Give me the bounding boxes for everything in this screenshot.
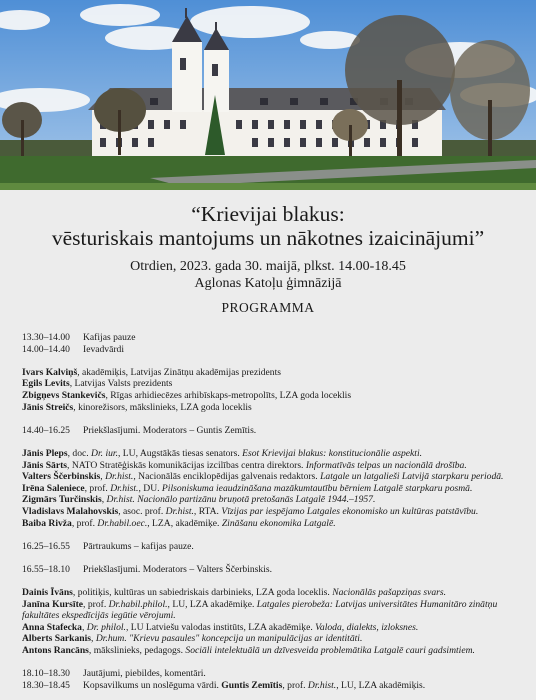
speaker-name: Antons Rancāns xyxy=(22,645,89,657)
schedule-item xyxy=(22,564,514,576)
talk-topic: Nacionālās pašapziņas svars. xyxy=(332,587,446,599)
schedule-text: Ievadvārdi xyxy=(83,343,125,355)
speaker-role: , mākslinieks, pedagogs. xyxy=(88,645,186,657)
schedule-time: 16.25–16.55 xyxy=(22,540,70,552)
speaker-name: Zbigņevs Stankevičs xyxy=(22,389,106,401)
schedule-time: 14.40–16.25 xyxy=(22,424,70,436)
speaker-name: Dainis Īvāns xyxy=(22,587,73,599)
talk-topic: Vīzijas par iespējamo Latgales ekonomisko un kultūras patstāvību. xyxy=(221,505,479,517)
talk-entry xyxy=(22,494,514,506)
speaker-affiliation: , DU. xyxy=(138,482,162,494)
speaker-role: , akadēmiķis, Latvijas Zinātņu akadēmijas prezidents xyxy=(77,366,281,378)
speaker-role: , politiķis, kultūras un sabiedriskais darbinieks, LZA goda loceklis. xyxy=(72,587,333,599)
speaker-name: Valters Ščerbinskis xyxy=(22,471,101,483)
speaker-role: , doc. xyxy=(67,447,92,459)
schedule-item xyxy=(22,425,514,437)
schedule-text: Priekšlasījumi. Moderators – Guntis Zemītis. xyxy=(83,424,257,436)
event-title xyxy=(22,202,514,250)
speaker-role: , NATO Stratēģiskās komunikācijas izcilības centra direktors. xyxy=(67,459,306,471)
speaker-name: Jānis Pleps xyxy=(22,447,68,459)
speaker-role: , prof. xyxy=(71,517,98,529)
talk-entry xyxy=(22,587,514,599)
welcome-speaker xyxy=(22,367,514,379)
welcome-speaker xyxy=(22,390,514,402)
speaker-role: , Latvijas Valsts prezidents xyxy=(69,378,173,390)
speaker-affiliation: , LU, LZA akadēmiķis. xyxy=(336,679,426,691)
schedule-time: 16.55–18.10 xyxy=(22,563,70,575)
schedule-item xyxy=(22,344,514,356)
talk-entry xyxy=(22,633,514,645)
speaker-affiliation: , LZA, akadēmiķe. xyxy=(147,517,222,529)
talk-entry xyxy=(22,518,514,530)
schedule-item xyxy=(22,541,514,553)
speaker-role: , xyxy=(100,471,106,483)
schedule-item xyxy=(22,668,514,680)
schedule-item xyxy=(22,332,514,344)
talk-topic: Informatīvās telpas un nacionālā drošība. xyxy=(305,459,467,471)
speaker-name: Jānis Streičs xyxy=(22,401,74,413)
speaker-degree: Dr.hist. xyxy=(105,471,134,483)
speaker-role: , asoc. prof. xyxy=(118,505,166,517)
program-content xyxy=(0,202,536,691)
speaker-name: Jānis Sārts xyxy=(22,459,68,471)
speaker-affiliation: , LU, LZA akadēmiķe. xyxy=(167,598,257,610)
talk-topic: "Krievu pasaules" koncepcija un manipulācijas ar identitāti. xyxy=(129,633,363,645)
closing-text: Kopsavilkums un noslēguma vārdi. xyxy=(83,679,222,691)
talk-entry xyxy=(22,471,514,483)
header-photo-aglona-basilica xyxy=(0,0,536,190)
title-line-2: vēsturiskais mantojums un nākotnes izaicinājumi” xyxy=(51,226,485,250)
title-line-1: “Krievijai blakus: xyxy=(191,202,345,226)
talk-entry xyxy=(22,599,514,622)
program-schedule xyxy=(22,332,514,691)
schedule-text: Kafijas pauze xyxy=(83,332,136,343)
speaker-degree: Dr.habil.oec. xyxy=(97,517,148,529)
speaker-name: Baiba Rivža xyxy=(22,517,72,529)
talk-entry xyxy=(22,645,514,657)
speaker-affiliation: , RTA. xyxy=(193,505,222,517)
speaker-degree: Dr.hist. xyxy=(307,679,337,691)
welcome-speaker xyxy=(22,378,514,390)
speaker-degree: Dr. philol. xyxy=(86,621,126,633)
speaker-name: Ivars Kalviņš xyxy=(22,366,78,378)
welcome-speaker xyxy=(22,402,514,414)
schedule-text xyxy=(83,680,425,692)
talk-entry xyxy=(22,460,514,472)
speaker-role: , kinorežisors, mākslinieks, LZA goda loceklis xyxy=(73,401,252,413)
schedule-item xyxy=(22,680,514,692)
schedule-time: 13.30–14.00 xyxy=(22,332,70,343)
speaker-degree: Dr.hist. xyxy=(106,494,135,506)
talk-topic: Sociāli intelektuālā un dzīvesveida problemātika Latgalē cauri gadsimtiem. xyxy=(185,645,475,657)
schedule-text: Priekšlasījumi. Moderators – Valters Ščerbinskis. xyxy=(83,563,273,575)
speaker-role: , xyxy=(81,621,87,633)
talk-topic: Latgale un latgalieši Latvijā starpkaru periodā. xyxy=(320,471,504,483)
schedule-text: Pārtraukums – kafijas pauze. xyxy=(83,540,194,552)
speaker-name: Guntis Zemītis xyxy=(221,679,283,691)
speaker-name: Egils Levits xyxy=(22,378,70,390)
speaker-role: , prof. xyxy=(282,679,308,691)
speaker-name: Irēna Saleniece xyxy=(22,482,85,494)
schedule-time: 18.30–18.45 xyxy=(22,679,70,691)
speaker-affiliation: , Nacionālās enciklopēdijas galvenais redaktors. xyxy=(133,471,321,483)
talk-topic: Zināšanu ekonomika Latgalē. xyxy=(221,517,336,529)
talk-entry xyxy=(22,506,514,518)
talk-entry xyxy=(22,448,514,460)
speaker-name: Vladislavs Malahovskis xyxy=(22,505,119,517)
event-venue: Aglonas Katoļu ģimnāzijā xyxy=(194,276,342,291)
speaker-degree: Dr. iur. xyxy=(91,447,118,459)
speaker-name: Alberts Sarkanis xyxy=(22,633,92,645)
speaker-name: Anna Stafecka xyxy=(22,621,82,633)
schedule-time: 18.10–18.30 xyxy=(22,668,70,680)
talk-entry xyxy=(22,483,514,495)
speaker-degree: Dr.hist. xyxy=(110,482,139,494)
basilica-illustration xyxy=(0,0,536,190)
speaker-degree: Dr.hum. xyxy=(95,633,127,645)
speaker-role: , prof. xyxy=(83,598,109,610)
talk-topic: Esot Krievijai blakus: konstitucionālie aspekti. xyxy=(242,447,423,459)
speaker-role: , Rīgas arhidiecēzes arhibīskaps-metropolīts, LZA goda loceklis xyxy=(105,389,352,401)
talk-topic: Valoda, dialekts, izloksnes. xyxy=(315,621,419,633)
speaker-role: , xyxy=(91,633,96,645)
speaker-role: , prof. xyxy=(84,482,111,494)
speaker-degree: Dr.habil.philol. xyxy=(108,598,168,610)
talk-topic: Latgales pierobeža: Latvijas universitātes Humanitāro zinātņu fakultātes ekspedīcijās iegūtie vērojumi. xyxy=(22,598,498,622)
schedule-time: 14.00–14.40 xyxy=(22,343,70,355)
speaker-affiliation: , LU, Augstākās tiesas senators. xyxy=(117,447,243,459)
speaker-name: Janīna Kursīte xyxy=(22,598,84,610)
talk-topic: Pilsoniskuma ieaudzināšana mazākumtautību bērniem Latgalē starpkaru posmā. xyxy=(161,482,473,494)
event-date: Otrdien, 2023. gada 30. maijā, plkst. 14.00-18.45 xyxy=(130,259,406,274)
speaker-affiliation: , LU Latviešu valodas institūts, LZA akadēmiķe. xyxy=(125,621,316,633)
talk-topic: Nacionālo partizānu bruņotā pretošanās Latgalē 1944.–1957. xyxy=(137,494,376,506)
program-heading: PROGRAMMA xyxy=(221,300,315,315)
speaker-role: , xyxy=(101,494,107,506)
schedule-text: Jautājumi, piebildes, komentāri. xyxy=(83,668,206,680)
speaker-degree: Dr.hist. xyxy=(165,505,194,517)
talk-entry xyxy=(22,622,514,634)
speaker-name: Zigmārs Turčinskis xyxy=(22,494,102,506)
